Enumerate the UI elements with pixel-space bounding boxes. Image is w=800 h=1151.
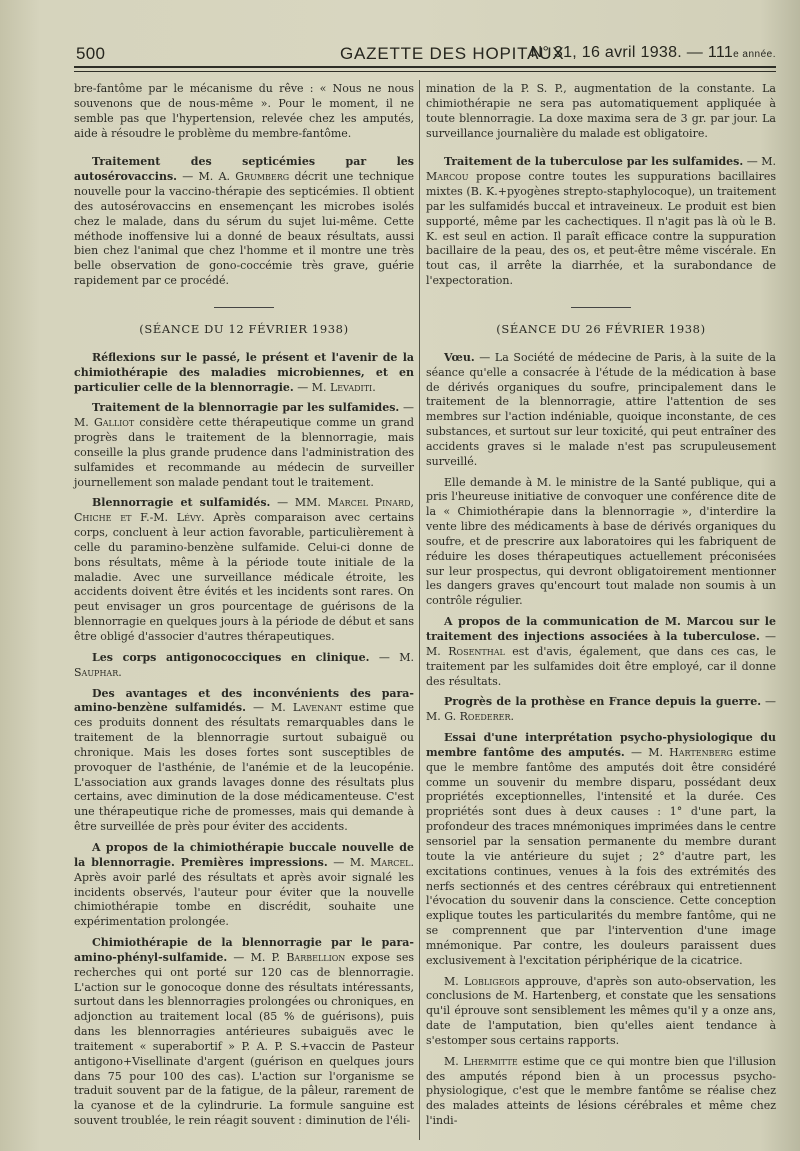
article-avantages [74,687,414,835]
article-text: estime que ce qui montre bien que l'illusion des amputés répond bien à un processus psycho-physiologique, c'est que le membre fantôme se réalise chez des malades atteints de lésions cérébrales et même chez l'indi- [426,1054,776,1128]
article-title: Les corps antigonococciques en clinique. [92,650,370,664]
article-text: approuve, d'après son auto-observation, les conclusions de M. Hartenberg, et constate que les sensations qu'il éprouve sont sensiblement les mêmes qu'il y a onze ans, date de l'amputation, bien qu'elles aient tendance à s'estomper sous certains rapports. [426,974,777,1047]
paragraph-lhermitte [426,1055,776,1129]
article-title: Blennorragie et sulfamidés. [92,496,271,510]
article-text: propose contre toutes les suppurations bacillaires mixtes (B. K.+pyogènes strepto-staphylocoque), un traitement par les sulfamidés buccal et intraveineux. Le produit est bien supporté, même par les cachectiques. Il n'agit pas là où le B. K. est seul en action. Il paraît efficace contre la suppuration bacillaire de la peau, des os, et peut-être même viscérale. En tout cas, il arrête la diarrhée, et la surabondance de l'expectoration. [426,170,776,288]
article-author: — M. Levaditi. [297,380,376,394]
article-title: Progrès de la prothèse en France depuis la guerre. [444,695,762,709]
article-text: expose ses recherches qui ont porté sur 120 cas de blennorragie. L'action sur le gonocoque donne des résultats intéressants, surtout dans les blennorragies prolongées ou chroniques, en adjonction au traitement local (85 % de guérisons), puis dans les blennorragies antérieures subaiguës avec le traitement « superabortif » P. A. P. S.+vaccin de Pasteur antigono+Visellinate d'argent (guérison en quelques jours dans 75 pour 100 des cas). L'action sur l'organisme se traduit souvent par de la fatigue, de la pâleur, rarement de la cyanose et de la cylindrurie. La formule sanguine est souvent troublée, le rein réagit souvent : diminution de l'éli- [74,950,414,1128]
article-text: considère cette thérapeutique comme un grand progrès dans le traitement de la blennorragie, mais conseille la plus grande prudence dans l'administration des sulfamides et recommande au médecin de surveiller journellement son malade pendant tout le traitement. [74,416,414,489]
journal-title: GAZETTE DES HOPITAUX [340,44,565,63]
article-sulfamides [74,401,414,490]
article-septicemies [74,155,414,289]
column-divider [419,80,420,1140]
seance-heading: (SÉANCE DU 26 FÉVRIER 1938) [496,321,706,336]
issue-suffix: e année. [733,49,776,60]
article-author: — M. Galliot [74,401,414,430]
issue-info [531,44,776,62]
article-author: M. Lhermitte [444,1054,518,1068]
article-tuberculose [426,155,776,289]
article-title: A propos de la chimiothérapie buccale nouvelle de la blennorragie. Premières impressions. [74,840,414,869]
paragraph: mination de la P. S. P., augmentation de la constante. La chimiothérapie ne sera pas automatiquement appliquée à toute blennorragie. La doxe maxima sera de 3 gr. par jour. La surveillance journalière du malade est obligatoire. [426,82,776,140]
article-text: — La Société de médecine de Paris, à la suite de la séance qu'elle a consacrée à l'étude de la médication à base de dérivés organiques du soufre, principalement dans le traitement de la blennorragie, attire l'attention de ses membres sur l'action indéniable, quoique inconstante, de ces substances, et surtout sur leur toxicité, qui peut entraîner des accidents graves si le malade n'est pas scrupuleusement surveillé. [426,350,776,468]
article-title: Traitement de la tuberculose par les sulfamides. [444,155,744,169]
article-title: Traitement des septicémies par les autosérovaccins. [74,155,414,184]
article-text: Après comparaison avec certains corps, concluent à leur action favorable, particulièrement à celle du paramino-benzène sulfamide. Celui-ci donne de bons résultats, même à la période toute initiale de la maladie. Avec une surveillance médicale étroite, les accidents doivent être évités et les incidents sont rares. On peut envisager un gros pourcentage de guérisons de la blennorragie en quelques jours à la période de début et sans être obligé d'associer d'autres thérapeutiques. [74,511,414,643]
article-text: estime que le membre fantôme des amputés doit être considéré comme un souvenir du membre disparu, possédant deux propriétés exceptionnelles, l'intensité et la durée. Ces propriétés sont dues à deux causes : 1° d'une part, la profondeur des traces mnémoniques imprimées dans le centre sensoriel par la sensation permanente du membre durant toute la vie antérieure du sujet ; 2° d'autre part, les excitations continues, venues à la fois des extrémités des nerfs sectionnés et des centres cérébraux qui entretiennent l'évocation du souvenir dans la conscience. Cette conception explique toutes les particularités du membre fantôme, qui ne se comprennent que par l'intervention d'une image mnémonique. Par contre, les douleurs paraissent dues exclusivement à l'excitation périphérique de la cicatrice. [426,745,776,967]
page-number: 500 [76,44,106,63]
article-author: — M. A. Grumberg [182,170,290,184]
article-para-amino-phenyl [74,936,414,1129]
article-title: Chimiothérapie de la blennorragie par le para-amino-phényl-sulfamide. [74,936,414,964]
section-separator [571,307,631,308]
paragraph: Elle demande à M. le ministre de la Santé publique, qui a pris l'heureuse initiative de convoquer une conférence dite de la « Chimiothérapie dans la blennorragie », d'interdire la vente libre des médicaments à base de dérivés organiques du soufre, et de prescrire aux laboratoires qui les fabriquent de réduire les doses thérapeutiques actuellement préconisées sur leur prospectus, qui devront obligatoirement mentionner les dangers graves qu'encourt tout malade non soumis à un contrôle régulier. [426,475,776,608]
article-text: Après avoir parlé des résultats et après avoir signalé les incidents observés, l'auteur pour éviter que la nouvelle chimiothérapie tombe en discrédit, souhaite une expérimentation prolongée. [74,870,414,929]
article-blennorragie-sulfamides [74,496,414,644]
article-prothese [426,695,776,725]
article-title: Vœu. [444,350,475,364]
article-text: est d'avis, également, que dans ces cas, le traitement par les sulfamides doit être employé, car il donne des résultats. [426,644,776,688]
article-title: Essai d'une interprétation psycho-physiologique du membre fantôme des amputés. [426,731,776,759]
article-title: Traitement de la blennorragie par les sulfamides. [92,401,400,415]
article-author: — M. P. Barbellion [233,950,346,964]
article-author: — M. Marcel. [333,855,414,869]
article-author: M. Lobligeois [444,974,520,988]
page-header [60,44,776,66]
article-title: A propos de la communication de M. Marcou sur le traitement des injections associées à la tuberculose. [426,615,776,643]
article-author: — M. Marcou [426,155,776,184]
article-author: — M. Lavenant [252,701,343,715]
paragraph: bre-fantôme par le mécanisme du rêve : « Nous ne nous souvenons que de nous-même ». Pour le moment, il ne semble pas que l'hypertension, relevée chez les amputés, aide à résoudre le problème du membre-fantôme. [74,82,414,140]
article-author: — M. Sauphar. [74,650,414,679]
article-author: — M. Rosenthal [426,630,777,658]
article-rosenthal [426,615,776,689]
article-voeu [426,351,776,470]
left-column [74,82,414,1135]
article-text: estime que ces produits donnent des résultats remarquables dans le traitement de la blennorragie surtout subaiguë ou chronique. Mais les doses fortes sont susceptibles de provoquer de l'asthénie, de l'anémie et de la leucopénie. L'association aux grands lavages donne des résultats plus certains, avec diminution de la dose médicamenteuse. C'est une thérapeutique riche de promesses, mais qui demande à être surveillée de près pour éviter des accidents. [74,701,414,834]
article-author: — M. G. Roederer. [426,695,777,724]
paragraph-lobligeois [426,975,776,1049]
article-reflexions [74,351,414,396]
article-author: — M. Hartenberg [630,745,733,759]
article-author: — MM. Marcel Pinard, Chiche et F.-M. Lévy. [74,496,414,525]
section-separator [214,307,274,308]
article-title: Réflexions sur le passé, le présent et l'avenir de la chimiothérapie des maladies microbiennes, et en particulier celle de la blennorragie. [74,350,414,394]
article-chimiotherapie-buccale [74,841,414,930]
right-column [426,82,776,1135]
header-rule [74,66,776,68]
article-membre-fantome [426,731,776,969]
issue-date: N° 31, 16 avril 1938. — 111 [530,44,734,61]
article-text: décrit une technique nouvelle pour la vaccino-thérapie des septicémies. Il obtient des autosérovaccins en ensemençant les microbes isolés chez le malade, dans du sérum du sujet lui-même. Cette méthode inoffensive lui a donné de beaux résultats, aussi bien chez l'animal que chez l'homme et il montre une très belle observation de gono-coccémie très grave, guérie rapidement par ce procédé. [74,170,415,288]
seance-heading: (SÉANCE DU 12 FÉVRIER 1938) [139,321,349,336]
header-rule-thin [74,71,776,72]
article-title: Des avantages et des inconvénients des para-amino-benzène sulfamidés. [74,686,414,715]
article-corps-antigonococciques [74,651,414,681]
